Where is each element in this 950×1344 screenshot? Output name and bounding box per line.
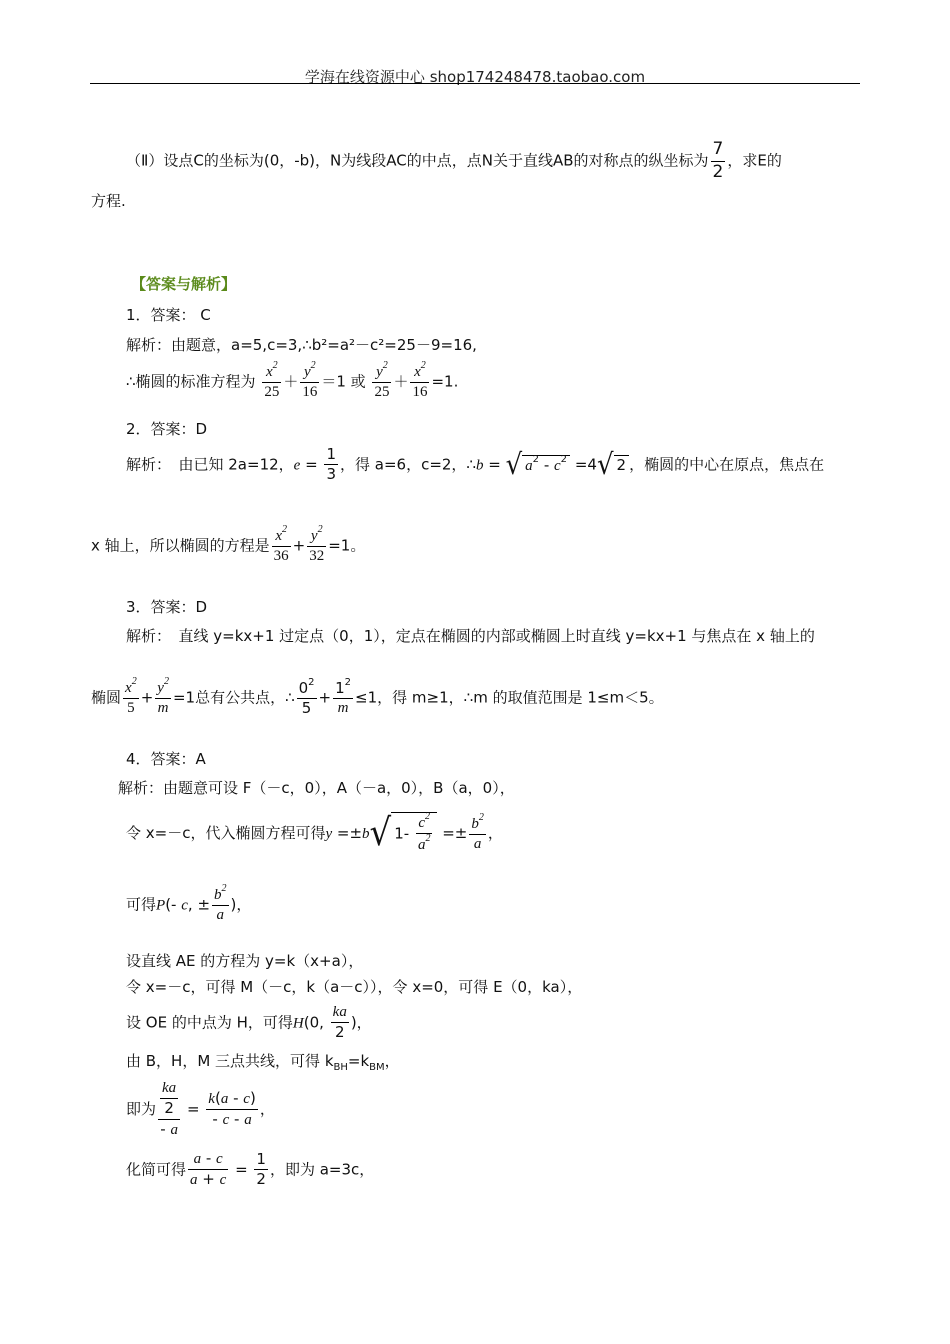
answer2-label: 2．答案：D [126, 420, 208, 438]
answer4-line2: 令 x=－c，代入椭圆方程可得y =±b√ 1- $\frac{c^2}{a^2}$ =± $\frac{b^2}{a}$ ， [126, 811, 503, 856]
answer1-line1: 解析：由题意，a=5,c=3,∴b²=a²－c²=25－9=16, [126, 336, 477, 354]
answer1-line2: ∴椭圆的标准方程为 $\frac{x^2}{25}$ ＋ $\frac{y^2}{16}$ ＝1 或 $\frac{y^2}{25}$ ＋ $\frac{x^2}{16}$ =1. [126, 360, 459, 401]
problem2-line1: （Ⅱ）设点C的坐标为(0，-b)，N为线段AC的中点，点N关于直线AB的对称点的纵坐标为 $\frac{7}{2}$ ，求E的 [126, 139, 782, 182]
answer4-label: 4．答案：A [126, 750, 206, 768]
answer3-line2: 椭圆 $\frac{x^2}{5}$ + $\frac{y^2}{m}$ =1总有公共点，∴ $\frac{0^2}{5}$ + $\frac{1^2}{m}$ ≤1，得 m≥1，∴m 的取值范围是 1≤m＜5。 [91, 676, 664, 717]
answer4-line1: 解析：由题意可设 F（－c，0），A（－a，0），B（a，0）， [118, 779, 515, 797]
answer2-line1: 解析： 由已知 2a=12，e = $\frac{1}{3}$ ，得 a=6，c=2，∴b = √ $a^2 - c^2 =4√$ 2 ，椭圆的中心在原点，焦点在 [126, 445, 825, 484]
answer4-line4: 设直线 AE 的方程为 y=k（x+a）， [126, 952, 364, 970]
answer4-line8: 即为 $\frac{\frac{ka}{2}}{- a}$ = $\frac{k(a - c)}{- c - a}$ ， [126, 1080, 275, 1138]
section-title: 【答案与解析】 [131, 275, 237, 293]
answer4-line7: 由 B，H，M 三点共线，可得 $k_{BH}=k_{BM}$， [126, 1052, 400, 1073]
answer2-line2: x 轴上，所以椭圆的方程是 $\frac{x^2}{36}$ + $\frac{y^2}{32}$ =1。 [91, 524, 366, 565]
answer4-line9: 化简可得 $\frac{a - c}{a + c}$ = $\frac{1}{2}$ ，即为 a=3c， [126, 1149, 375, 1189]
problem2-line2: 方程. [91, 192, 126, 210]
answer1-label: 1．答案： C [126, 306, 211, 324]
header-divider [90, 83, 860, 84]
answer3-label: 3．答案：D [126, 598, 208, 616]
answer4-line6: 设 OE 的中点为 H，可得H(0, $\frac{ka}{2}$ )， [126, 1004, 372, 1042]
answer4-line3: 可得P(- c, ± $\frac{b^2}{a}$ )， [126, 883, 252, 924]
frac-seven-halves: $\frac{7}{2}$ [712, 139, 724, 182]
answer3-line1: 解析： 直线 y=kx+1 过定点（0，1），定点在椭圆的内部或椭圆上时直线 y=kx+1 与焦点在 x 轴上的 [126, 627, 815, 645]
answer4-line5: 令 x=－c，可得 M（－c，k（a－c）），令 x=0，可得 E（0，ka）， [126, 978, 583, 996]
page-header: 学海在线资源中心 shop174248478.taobao.com [304, 68, 646, 86]
